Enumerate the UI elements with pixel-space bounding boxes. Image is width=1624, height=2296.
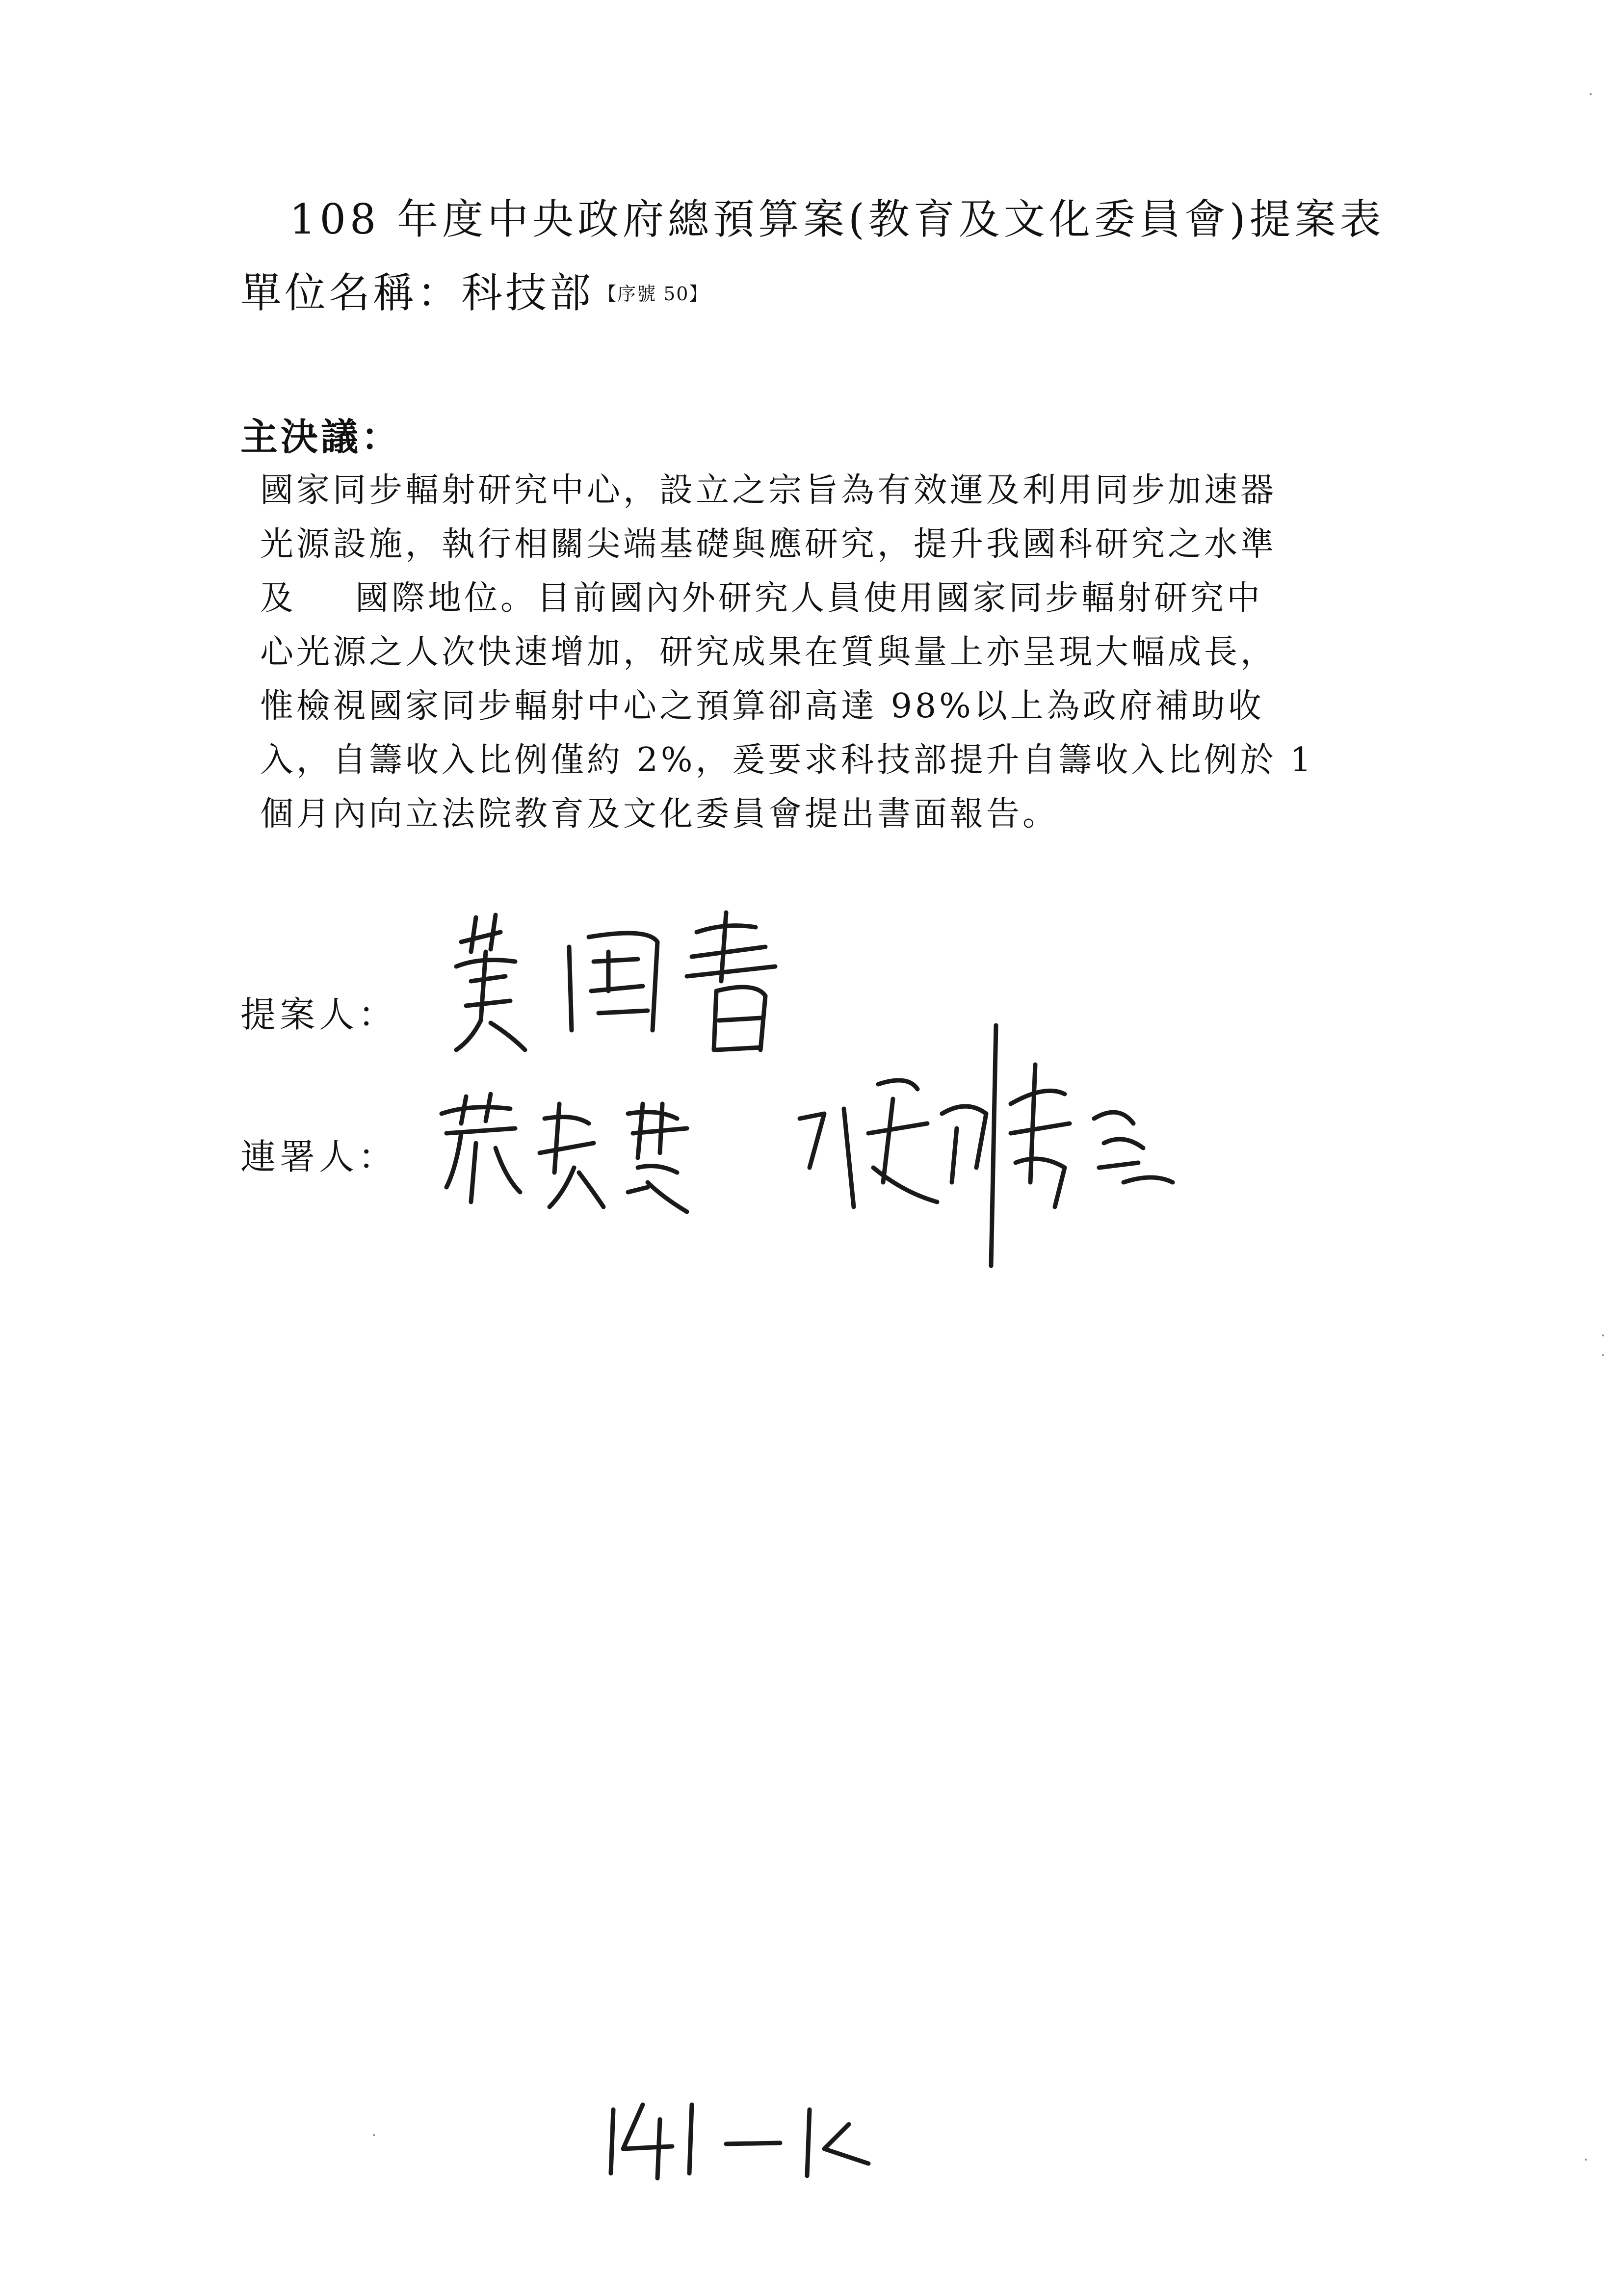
body-line: 個月內向立法院教育及文化委員會提出書面報告。 <box>260 795 1059 834</box>
scan-speck <box>1590 93 1592 95</box>
proposer-signature <box>442 908 795 1065</box>
proposer-label: 提案人： <box>240 994 398 1035</box>
resolution-heading: 主決議： <box>240 415 401 459</box>
body-line: 惟檢視國家同步輻射中心之預算卻高達 98%以上為政府補助收 <box>260 687 1264 726</box>
unit-name-line <box>240 260 708 319</box>
body-line-rest: 國際地位。目前國內外研究人員使用國家同步輻射研究中 <box>355 579 1263 618</box>
resolution-body <box>260 464 1398 841</box>
body-line: 光源設施，執行相關尖端基礎與應研究，提升我國科研究之水準 <box>260 525 1277 564</box>
body-line <box>260 572 1398 626</box>
scan-speck <box>373 2134 375 2136</box>
page-reference <box>603 2090 878 2188</box>
body-line-start: 及 <box>260 579 297 618</box>
serial-number: 【序號 50】 <box>598 283 709 305</box>
scan-speck <box>1602 1354 1604 1356</box>
document-title: 108 年度中央政府總預算案(教育及文化委員會)提案表 <box>289 195 1385 243</box>
cosigner-signature-1 <box>432 1094 736 1217</box>
scan-speck <box>1602 1334 1604 1336</box>
unit-name: 單位名稱：科技部 <box>240 269 594 317</box>
scan-speck <box>1585 2159 1587 2161</box>
body-line: 心光源之人次快速增加，研究成果在質與量上亦呈現大幅成長， <box>260 633 1277 672</box>
cosigner-signature-2 <box>780 1006 1222 1280</box>
body-line: 國家同步輻射研究中心，設立之宗旨為有效運及利用同步加速器 <box>260 471 1277 510</box>
cosigner-label: 連署人： <box>240 1136 398 1177</box>
body-line: 入，自籌收入比例僅約 2%，爰要求科技部提升自籌收入比例於 1 <box>260 741 1314 780</box>
